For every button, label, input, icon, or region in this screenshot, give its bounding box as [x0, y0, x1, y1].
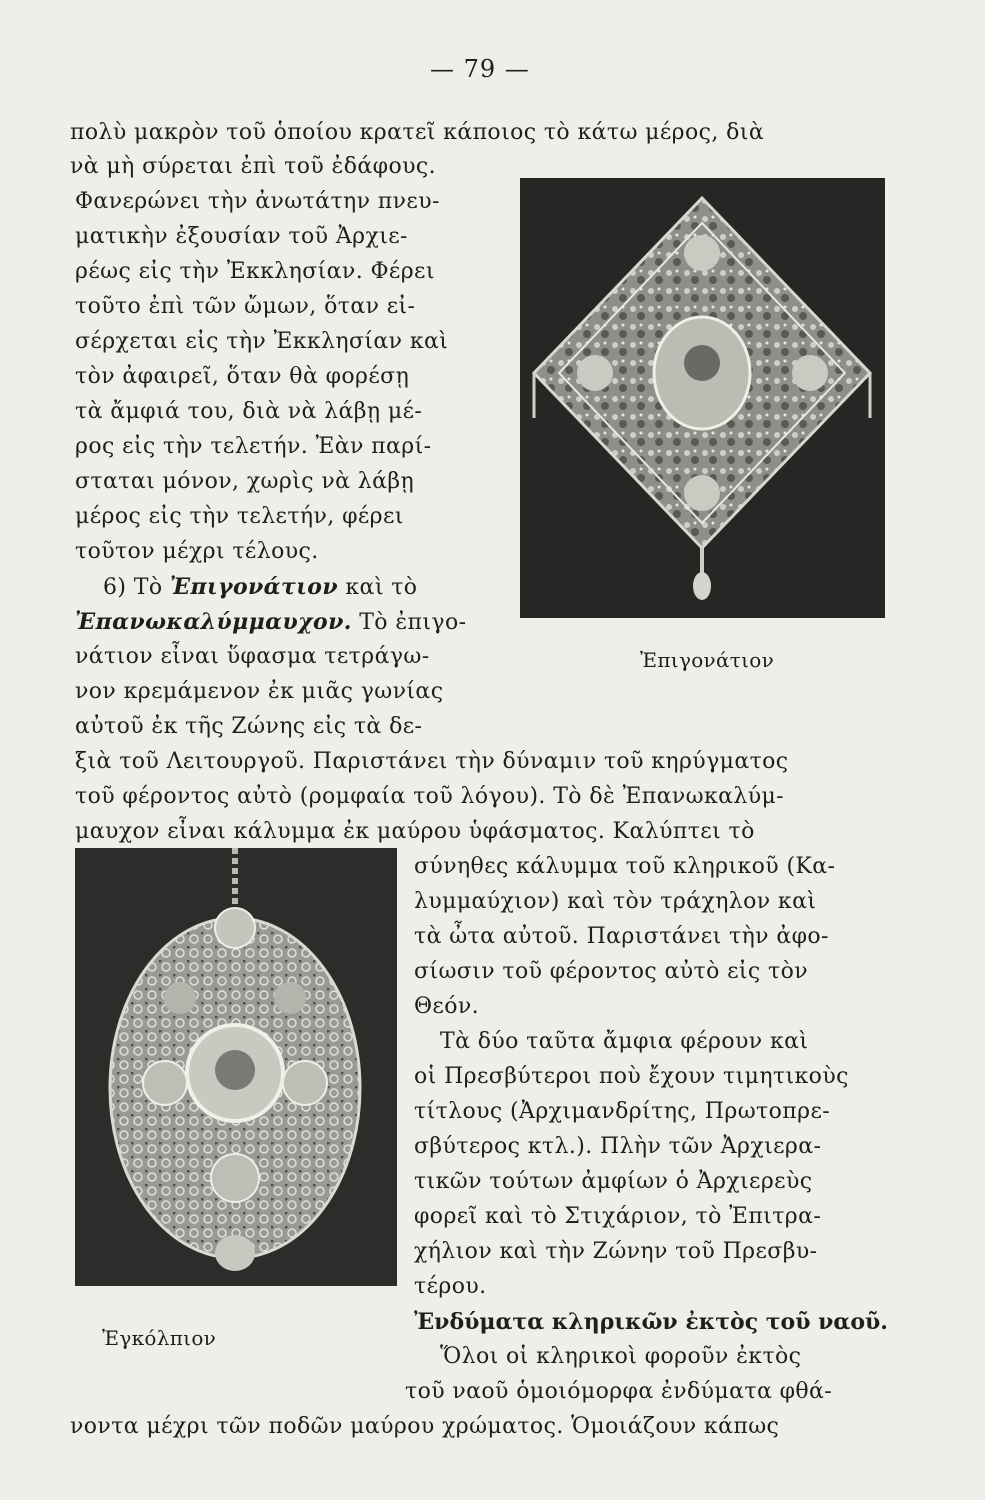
text-line: οἱ Πρεσβύτεροι ποὺ ἔχουν τιμητικοὺς	[414, 1064, 849, 1089]
section-6-title-line	[103, 572, 417, 603]
text-line: νον κρεμάμενον ἐκ μιᾶς γωνίας	[75, 679, 444, 704]
text-line: σέρχεται εἰς τὴν Ἐκκλησίαν καὶ	[75, 329, 449, 354]
text-line: ματικὴν ἐξουσίαν τοῦ Ἀρχιε-	[75, 224, 408, 249]
text-line: Ὅλοι οἱ κληρικοὶ φοροῦν ἐκτὸς	[440, 1344, 802, 1369]
enkolpion-photo	[75, 848, 397, 1286]
text-line: χήλιον καὶ τὴν Ζώνην τοῦ Πρεσβυ-	[414, 1239, 818, 1264]
text-line: ρος εἰς τὴν τελετήν. Ἐὰν παρί-	[75, 434, 432, 459]
section-heading: Ἐνδύματα κληρικῶν ἐκτὸς τοῦ ναοῦ.	[414, 1309, 888, 1335]
text-line: τὸν ἀφαιρεῖ, ὅταν θὰ φορέσῃ	[75, 364, 410, 389]
text-line: φορεῖ καὶ τὸ Στιχάριον, τὸ Ἐπιτρα-	[414, 1204, 822, 1229]
text-line: τοῦ φέροντος αὐτὸ (ρομφαία τοῦ λόγου). Τὸ δὲ Ἐπανωκαλύμ-	[75, 784, 785, 809]
text-line: τικῶν τούτων ἀμφίων ὁ Ἀρχιερεὺς	[414, 1169, 813, 1194]
text-line: τοῦ ναοῦ ὁμοιόμορφα ἐνδύματα φθά-	[405, 1379, 833, 1404]
text-line: τοῦτο ἐπὶ τῶν ὤμων, ὅταν εἰ-	[75, 294, 416, 319]
text-line: νάτιον εἶναι ὕφασμα τετράγω-	[75, 644, 430, 669]
text-line: τέρου.	[414, 1274, 487, 1299]
figure-caption: Ἐπιγονάτιον	[640, 648, 775, 672]
section-6-line	[75, 607, 466, 638]
text-line: αὐτοῦ ἐκ τῆς Ζώνης εἰς τὰ δε-	[75, 714, 423, 739]
text-line: ρέως εἰς τὴν Ἐκκλησίαν. Φέρει	[75, 259, 435, 284]
term-epanokalymmafchon: Ἐπανωκαλύμμαυχον.	[75, 609, 352, 635]
text-line: νὰ μὴ σύρεται ἐπὶ τοῦ ἐδάφους.	[70, 154, 436, 179]
enkolpion-illustration	[75, 848, 397, 1286]
page-number: — 79 —	[430, 55, 530, 83]
text-line: τίτλους (Ἀρχιμανδρίτης, Πρωτοπρε-	[414, 1099, 831, 1124]
text-run: 6) Τὸ	[103, 575, 170, 600]
text-line: μέρος εἰς τὴν τελετήν, φέρει	[75, 504, 404, 529]
text-line: τὰ ἄμφιά του, διὰ νὰ λάβῃ μέ-	[75, 399, 423, 424]
text-run: καὶ τὸ	[338, 575, 418, 600]
text-line: σύνηθες κάλυμμα τοῦ κληρικοῦ (Κα-	[414, 854, 836, 879]
text-line: σίωσιν τοῦ φέροντος αὐτὸ εἰς τὸν	[414, 959, 809, 984]
text-line: Φανερώνει τὴν ἀνωτάτην πνευ-	[75, 189, 440, 214]
epigonation-illustration	[520, 178, 885, 618]
text-line: Τὰ δύο ταῦτα ἄμφια φέρουν καὶ	[440, 1029, 809, 1054]
text-line: σταται μόνον, χωρὶς νὰ λάβῃ	[75, 469, 415, 494]
text-line: λυμμαύχιον) καὶ τὸν τράχηλον καὶ	[414, 889, 817, 914]
text-line: τὰ ὦτα αὐτοῦ. Παριστάνει τὴν ἀφο-	[414, 924, 829, 949]
text-line: τοῦτον μέχρι τέλους.	[75, 539, 319, 564]
text-line: σβύτερος κτλ.). Πλὴν τῶν Ἀρχιερα-	[414, 1134, 822, 1159]
text-line: Θεόν.	[414, 994, 480, 1019]
text-run: Τὸ ἐπιγο-	[351, 610, 467, 635]
text-line: μαυχον εἶναι κάλυμμα ἐκ μαύρου ὑφάσματος. Καλύπτει τὸ	[75, 819, 755, 844]
term-epigonation: Ἐπιγονάτιον	[169, 574, 339, 600]
figure-caption: Ἐγκόλπιον	[102, 1326, 217, 1350]
text-line: πολὺ μακρὸν τοῦ ὁποίου κρατεῖ κάποιος τὸ κάτω μέρος, διὰ	[70, 120, 765, 145]
text-line: νοντα μέχρι τῶν ποδῶν μαύρου χρώματος. Ὁμοιάζουν κάπως	[70, 1414, 780, 1439]
text-line: ξιὰ τοῦ Λειτουργοῦ. Παριστάνει τὴν δύναμιν τοῦ κηρύγματος	[75, 749, 789, 774]
epigonation-photo	[520, 178, 885, 618]
